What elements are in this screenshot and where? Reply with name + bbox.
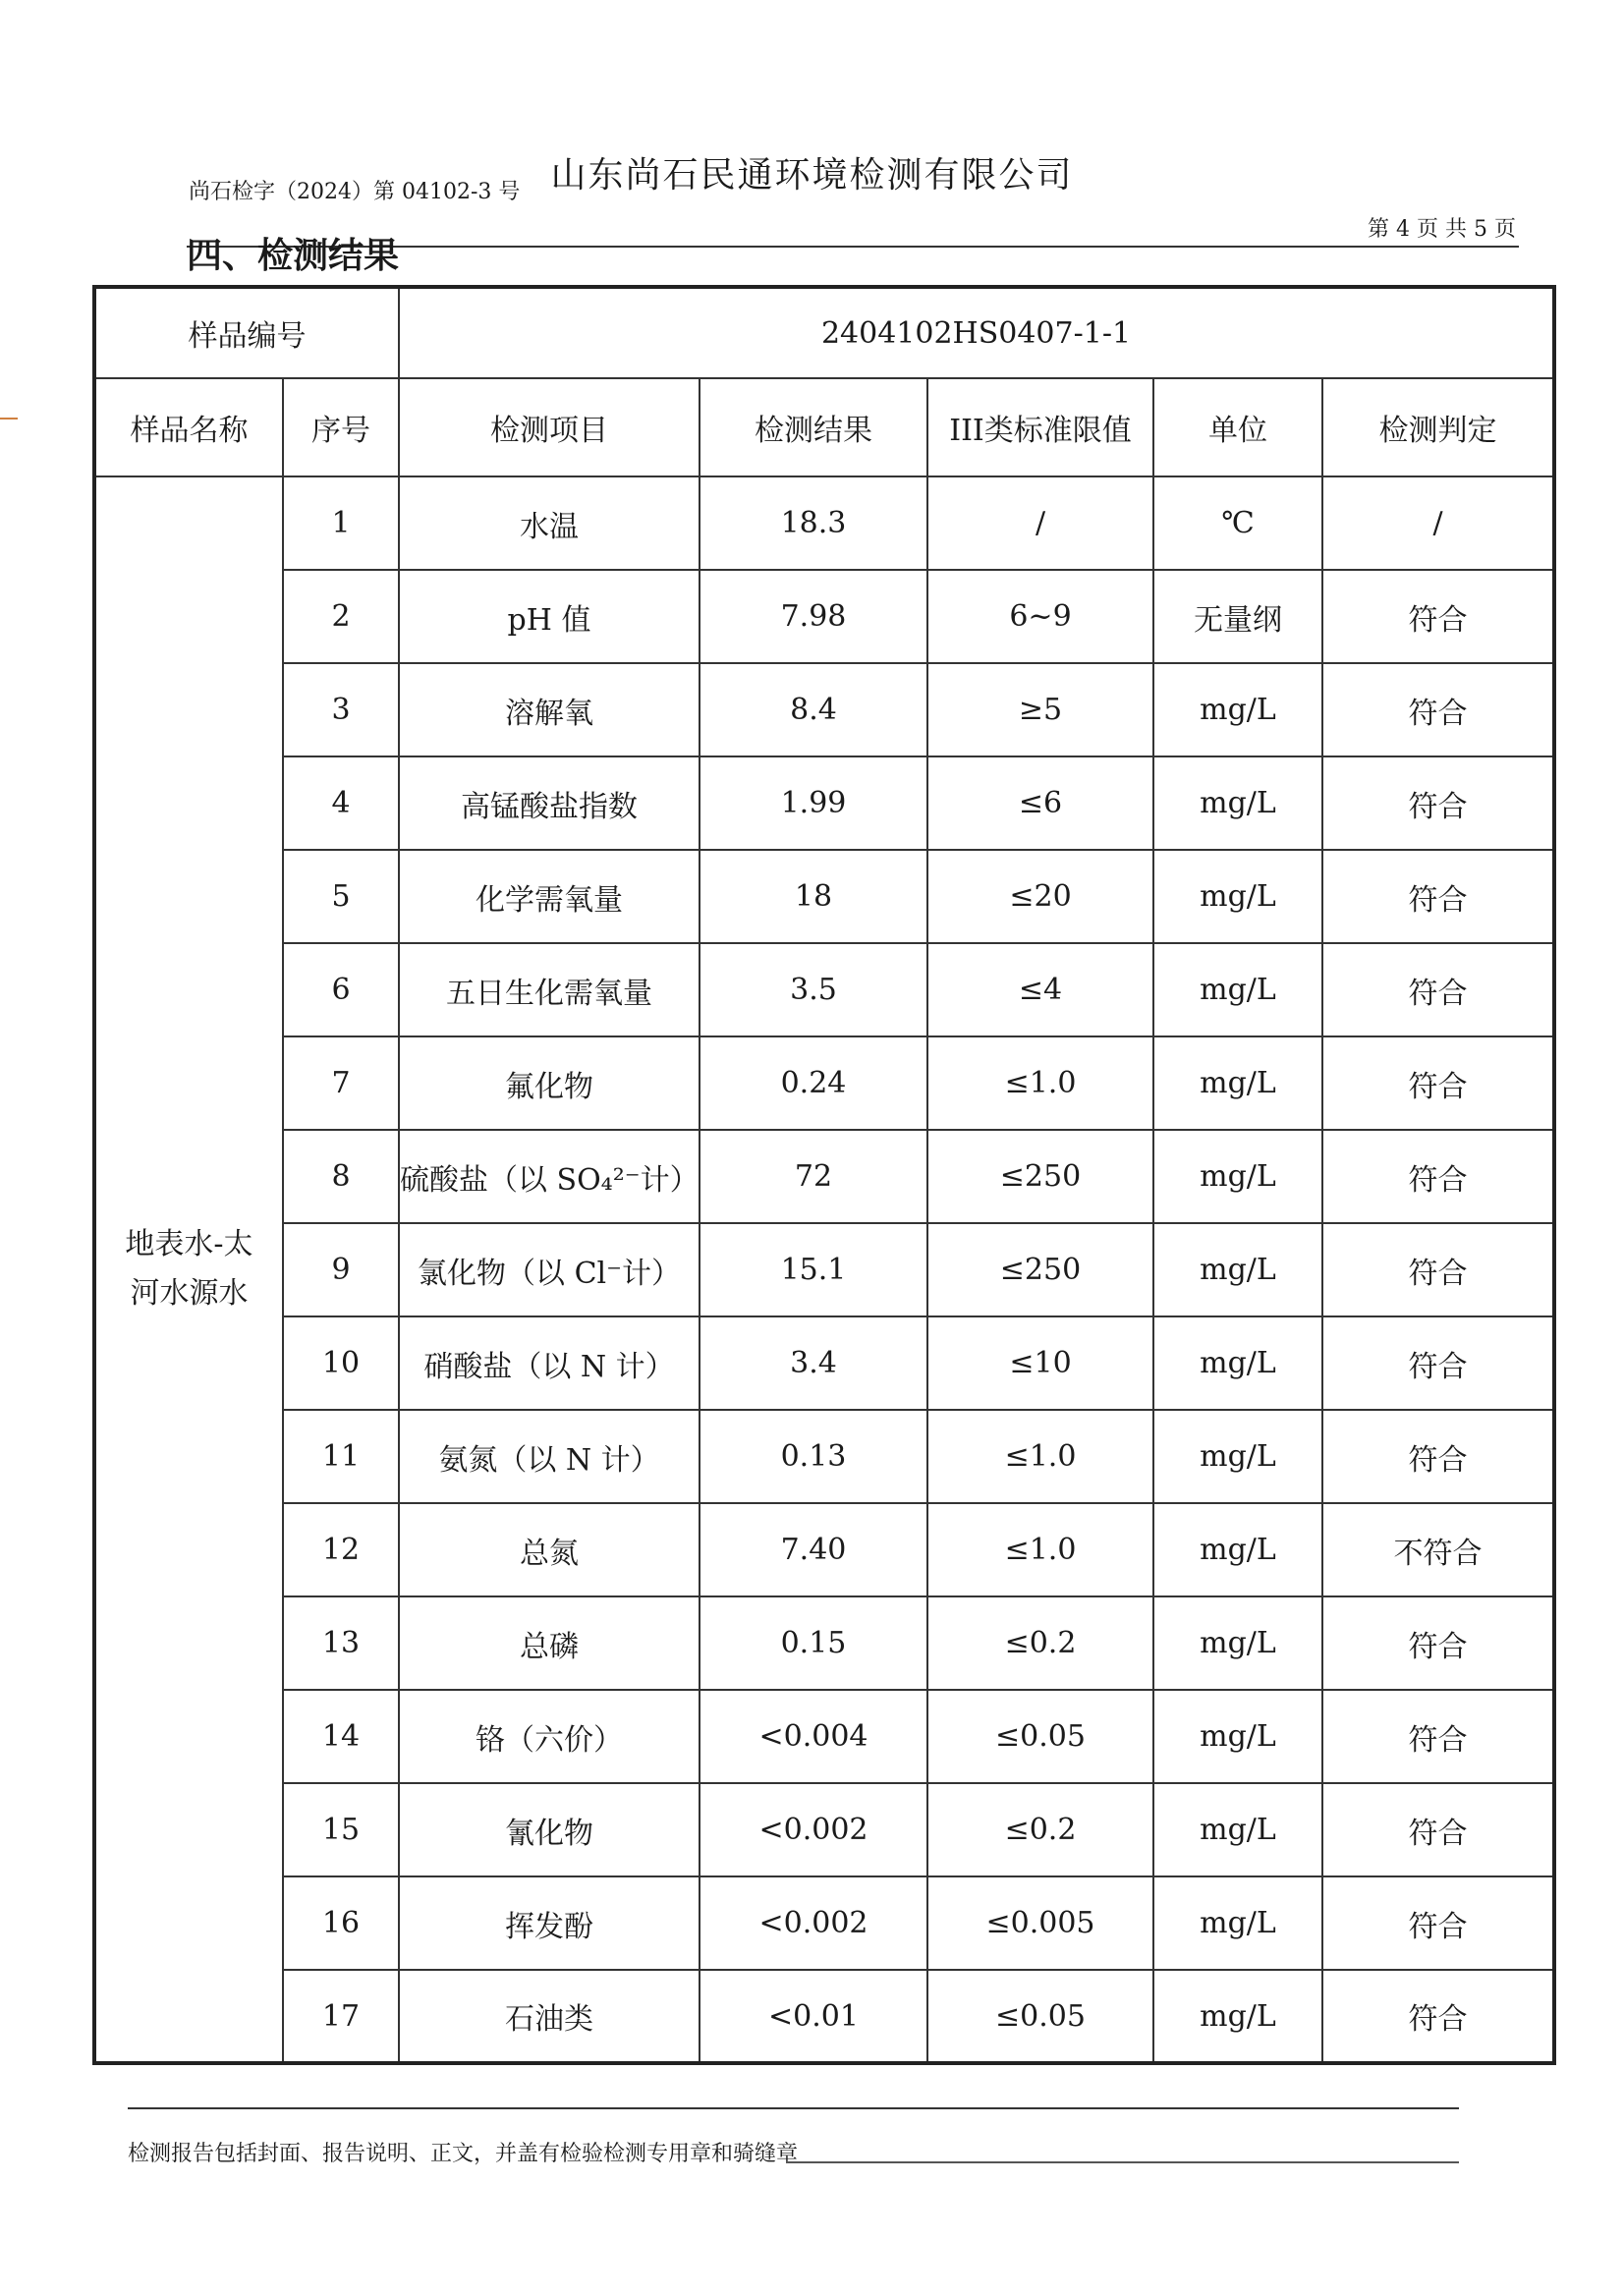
unit-cell: mg/L	[1153, 850, 1322, 943]
table-row	[94, 1970, 1554, 2063]
result-cell: 15.1	[700, 1223, 927, 1316]
table-row	[94, 570, 1554, 663]
unit-cell: mg/L	[1153, 1783, 1322, 1876]
result-cell: <0.002	[700, 1876, 927, 1970]
company-name: 山东尚石民通环境检测有限公司	[550, 155, 1074, 196]
judgement-cell: 符合	[1322, 1130, 1554, 1223]
seq-cell: 15	[283, 1783, 399, 1876]
item-cell: 水温	[399, 476, 700, 570]
unit-cell: mg/L	[1153, 1223, 1322, 1316]
item-cell: 溶解氧	[399, 663, 700, 756]
table-row	[94, 1783, 1554, 1876]
judgement-cell: 符合	[1322, 1596, 1554, 1690]
sample-number-label: 样品编号	[94, 287, 399, 378]
column-header-row	[94, 378, 1554, 476]
seq-cell: 4	[283, 756, 399, 850]
judgement-cell: /	[1322, 476, 1554, 570]
table-row	[94, 1690, 1554, 1783]
table-row	[94, 943, 1554, 1036]
judgement-cell: 符合	[1322, 1783, 1554, 1876]
item-cell: 硝酸盐（以 N 计）	[399, 1316, 700, 1410]
unit-cell: mg/L	[1153, 1503, 1322, 1596]
result-cell: <0.01	[700, 1970, 927, 2063]
judgement-cell: 符合	[1322, 1036, 1554, 1130]
col-header-seq: 序号	[283, 378, 399, 476]
seq-cell: 16	[283, 1876, 399, 1970]
table-row	[94, 1130, 1554, 1223]
result-cell: 3.5	[700, 943, 927, 1036]
result-cell: 0.13	[700, 1410, 927, 1503]
judgement-cell: 符合	[1322, 1690, 1554, 1783]
col-header-result: 检测结果	[700, 378, 927, 476]
item-cell: 铬（六价）	[399, 1690, 700, 1783]
col-header-item: 检测项目	[399, 378, 700, 476]
table-row	[94, 663, 1554, 756]
limit-cell: ≤0.05	[927, 1970, 1153, 2063]
item-cell: 五日生化需氧量	[399, 943, 700, 1036]
result-cell: 0.24	[700, 1036, 927, 1130]
seq-cell: 2	[283, 570, 399, 663]
result-cell: 7.98	[700, 570, 927, 663]
judgement-cell: 符合	[1322, 756, 1554, 850]
section-title: 四、检测结果	[187, 236, 400, 276]
limit-cell: ≤0.2	[927, 1783, 1153, 1876]
limit-cell: ≤6	[927, 756, 1153, 850]
result-cell: 7.40	[700, 1503, 927, 1596]
judgement-cell: 符合	[1322, 1876, 1554, 1970]
judgement-cell: 符合	[1322, 570, 1554, 663]
table-row	[94, 1316, 1554, 1410]
unit-cell: mg/L	[1153, 756, 1322, 850]
limit-cell: ≤0.05	[927, 1690, 1153, 1783]
result-cell: 0.15	[700, 1596, 927, 1690]
item-cell: 氨氮（以 N 计）	[399, 1410, 700, 1503]
item-cell: 氟化物	[399, 1036, 700, 1130]
seq-cell: 6	[283, 943, 399, 1036]
seq-cell: 11	[283, 1410, 399, 1503]
item-cell: 化学需氧量	[399, 850, 700, 943]
judgement-cell: 符合	[1322, 1316, 1554, 1410]
limit-cell: ≤0.2	[927, 1596, 1153, 1690]
col-header-judgement: 检测判定	[1322, 378, 1554, 476]
judgement-cell: 符合	[1322, 1970, 1554, 2063]
seq-cell: 3	[283, 663, 399, 756]
seq-cell: 7	[283, 1036, 399, 1130]
unit-cell: mg/L	[1153, 1690, 1322, 1783]
seq-cell: 12	[283, 1503, 399, 1596]
item-cell: 硫酸盐（以 SO₄²⁻计）	[399, 1130, 700, 1223]
table-row	[94, 850, 1554, 943]
table-row	[94, 1876, 1554, 1970]
result-cell: 18	[700, 850, 927, 943]
unit-cell: mg/L	[1153, 943, 1322, 1036]
table-row	[94, 476, 1554, 570]
limit-cell: ≤250	[927, 1130, 1153, 1223]
item-cell: 石油类	[399, 1970, 700, 2063]
judgement-cell: 符合	[1322, 850, 1554, 943]
result-cell: 1.99	[700, 756, 927, 850]
col-header-limit: III类标准限值	[927, 378, 1153, 476]
limit-cell: ≤4	[927, 943, 1153, 1036]
judgement-cell: 符合	[1322, 1410, 1554, 1503]
limit-cell: ≥5	[927, 663, 1153, 756]
table-row	[94, 1410, 1554, 1503]
table-row	[94, 1503, 1554, 1596]
unit-cell: mg/L	[1153, 1596, 1322, 1690]
result-cell: 8.4	[700, 663, 927, 756]
table-row	[94, 756, 1554, 850]
result-cell: <0.004	[700, 1690, 927, 1783]
limit-cell: ≤20	[927, 850, 1153, 943]
result-cell: 72	[700, 1130, 927, 1223]
limit-cell: ≤1.0	[927, 1503, 1153, 1596]
table-row	[94, 1223, 1554, 1316]
limit-cell: 6~9	[927, 570, 1153, 663]
limit-cell: ≤10	[927, 1316, 1153, 1410]
edge-mark	[0, 418, 18, 420]
seq-cell: 10	[283, 1316, 399, 1410]
unit-cell: ℃	[1153, 476, 1322, 570]
table-row	[94, 1596, 1554, 1690]
table-row	[94, 1036, 1554, 1130]
sample-name-cell	[94, 476, 283, 2063]
item-cell: 总磷	[399, 1596, 700, 1690]
seq-cell: 5	[283, 850, 399, 943]
seq-cell: 17	[283, 1970, 399, 2063]
item-cell: pH 值	[399, 570, 700, 663]
seq-cell: 8	[283, 1130, 399, 1223]
unit-cell: mg/L	[1153, 1970, 1322, 2063]
unit-cell: mg/L	[1153, 1036, 1322, 1130]
limit-cell: ≤0.005	[927, 1876, 1153, 1970]
limit-cell: /	[927, 476, 1153, 570]
limit-cell: ≤1.0	[927, 1036, 1153, 1130]
unit-cell: mg/L	[1153, 1410, 1322, 1503]
sample-number-value: 2404102HS0407-1-1	[399, 287, 1554, 378]
judgement-cell: 符合	[1322, 943, 1554, 1036]
unit-cell: mg/L	[1153, 1130, 1322, 1223]
seq-cell: 1	[283, 476, 399, 570]
col-header-sample-name: 样品名称	[94, 378, 283, 476]
report-number: 尚石检字（2024）第 04102-3 号	[189, 180, 521, 204]
item-cell: 高锰酸盐指数	[399, 756, 700, 850]
limit-cell: ≤1.0	[927, 1410, 1153, 1503]
unit-cell: mg/L	[1153, 663, 1322, 756]
unit-cell: mg/L	[1153, 1316, 1322, 1410]
page-indicator: 第 4 页 共 5 页	[1368, 217, 1516, 242]
judgement-cell: 符合	[1322, 1223, 1554, 1316]
sample-number-row	[94, 287, 1554, 378]
sample-name-line: 地表水-太	[125, 1227, 253, 1261]
seq-cell: 14	[283, 1690, 399, 1783]
footer-note: 检测报告包括封面、报告说明、正文，并盖有检验检测专用章和骑缝章	[128, 2142, 799, 2166]
unit-cell: 无量纲	[1153, 570, 1322, 663]
result-cell: 3.4	[700, 1316, 927, 1410]
judgement-cell: 符合	[1322, 663, 1554, 756]
item-cell: 氰化物	[399, 1783, 700, 1876]
seq-cell: 9	[283, 1223, 399, 1316]
item-cell: 挥发酚	[399, 1876, 700, 1970]
unit-cell: mg/L	[1153, 1876, 1322, 1970]
col-header-unit: 单位	[1153, 378, 1322, 476]
footer-underline	[786, 2161, 1459, 2163]
results-table	[92, 285, 1556, 2065]
judgement-cell: 不符合	[1322, 1503, 1554, 1596]
result-cell: 18.3	[700, 476, 927, 570]
item-cell: 氯化物（以 Cl⁻计）	[399, 1223, 700, 1316]
seq-cell: 13	[283, 1596, 399, 1690]
footer-divider	[128, 2107, 1459, 2109]
result-cell: <0.002	[700, 1783, 927, 1876]
limit-cell: ≤250	[927, 1223, 1153, 1316]
sample-name-line: 河水源水	[130, 1276, 249, 1311]
item-cell: 总氮	[399, 1503, 700, 1596]
